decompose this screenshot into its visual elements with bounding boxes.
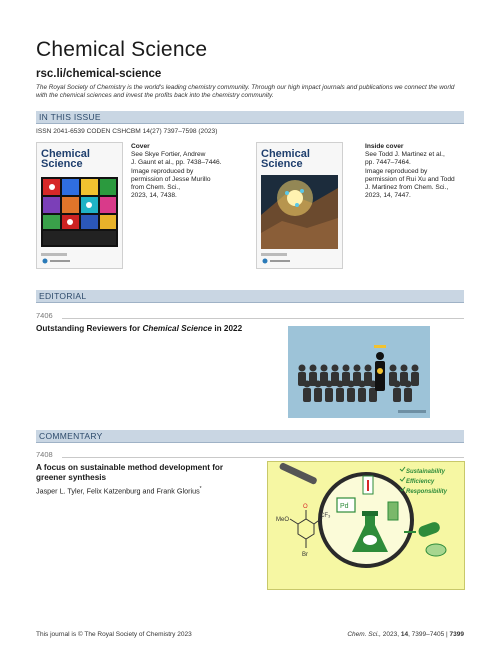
inside-cover-masthead: Chemical Science (261, 148, 310, 170)
section-label: EDITORIAL (39, 291, 87, 301)
section-bar-editorial (36, 290, 464, 303)
section-bar-in-this-issue (36, 111, 464, 124)
highlighted-reviewer (374, 345, 386, 391)
commentary-page-number: 7408 (36, 450, 53, 459)
inside-cover-caption: Inside cover See Todd J. Martinez et al., pp. 7447–7464. Image reproduced by permission of Rui Xu and Todd J. Martinez from Chem. Sci., 2023, 14, 7447. (365, 143, 455, 200)
cover-image[interactable] (36, 142, 123, 269)
journal-url[interactable]: rsc.li/chemical-science (36, 68, 162, 80)
issue-info: ISSN 2041-6539 CODEN CSHCBM 14(27) 7397–7598 (2023) (36, 128, 218, 135)
svg-text:Sustainability: Sustainability (406, 469, 446, 475)
svg-text:Br: Br (302, 552, 308, 558)
footer-citation: Chem. Sci., 2023, 14, 7399–7405 | 7399 (347, 631, 464, 638)
editorial-page-number: 7406 (36, 311, 53, 320)
sustainable-synthesis-illustration (268, 462, 464, 589)
inside-cover-artwork (257, 143, 342, 268)
cover-caption: Cover See Skye Fortier, Andrew J. Gaunt et al., pp. 7438–7446. Image reproduced by permission of Jesse Murillo from Chem. Sci., 2023, 14, 7438. (131, 143, 222, 200)
svg-text:Responsibility: Responsibility (406, 489, 448, 495)
reviewers-illustration (288, 326, 430, 418)
commentary-title[interactable]: A focus on sustainable method development for greener synthesis (36, 463, 224, 482)
commentary-graphic (267, 461, 465, 590)
svg-text:Pd: Pd (340, 503, 349, 510)
divider (62, 318, 464, 319)
inside-cover-image[interactable] (256, 142, 343, 269)
divider (62, 457, 464, 458)
svg-text:O: O (303, 504, 308, 510)
cover-masthead: Chemical Science (41, 148, 90, 170)
editorial-title[interactable]: Outstanding Reviewers for Chemical Science in 2022 (36, 324, 243, 333)
commentary-authors: Jasper L. Tyler, Felix Katzenburg and Frank Glorius* (36, 486, 202, 496)
svg-text:Efficiency: Efficiency (406, 479, 435, 485)
journal-description: The Royal Society of Chemistry is the world's leading chemistry community. Through our high impact journals and publications we connect the world with the chemical sciences and invest the profits back into the chemistry community. (36, 84, 455, 100)
cover-artwork (37, 143, 122, 268)
page-number: 7399 (449, 631, 464, 638)
journal-title: Chemical Science (36, 38, 208, 61)
svg-text:MeO: MeO (276, 517, 290, 523)
section-label: COMMENTARY (39, 431, 103, 441)
footer-copyright: This journal is © The Royal Society of Chemistry 2023 (36, 631, 192, 638)
section-label: IN THIS ISSUE (39, 112, 101, 122)
svg-text:CF₃: CF₃ (320, 513, 331, 519)
section-bar-commentary (36, 430, 464, 443)
editorial-graphic (288, 326, 430, 418)
